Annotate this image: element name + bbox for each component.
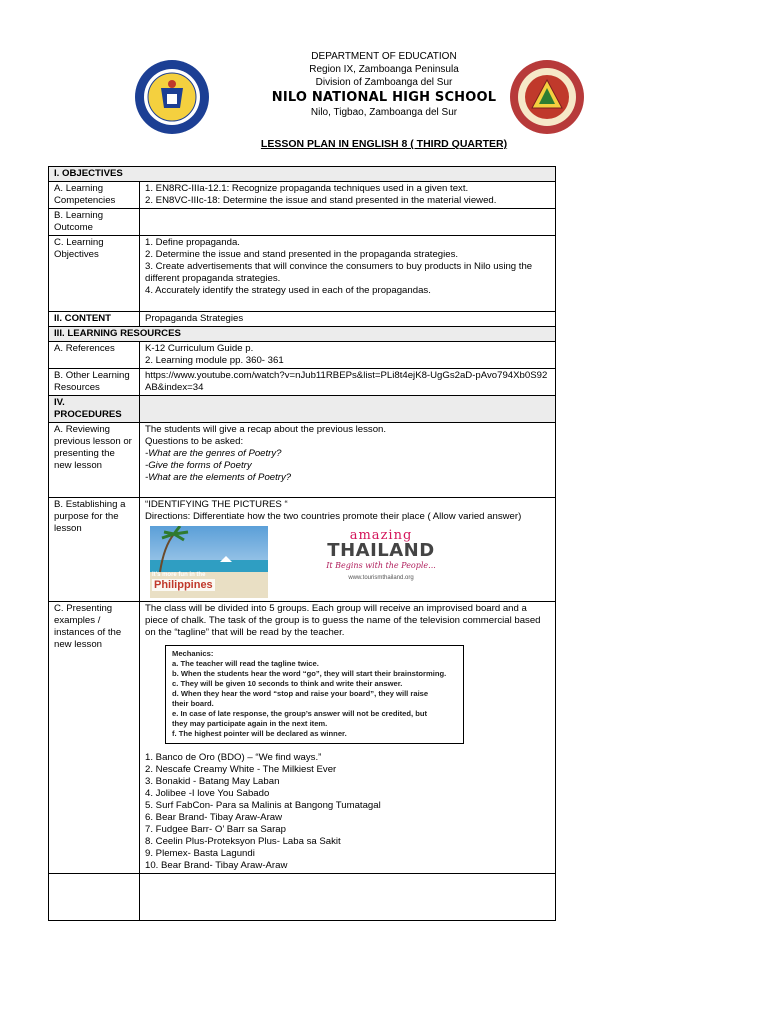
blank-label-cell bbox=[49, 874, 140, 921]
resources-heading: III. LEARNING RESOURCES bbox=[49, 327, 556, 342]
blank-content-cell bbox=[140, 874, 556, 921]
content-value: Propaganda Strategies bbox=[140, 312, 556, 327]
mechanics-box bbox=[165, 645, 464, 744]
resources-heading-row bbox=[49, 327, 556, 342]
procedures-heading-row bbox=[49, 396, 556, 423]
establishing-cell bbox=[140, 498, 556, 602]
thailand-ad-amazing: amazing bbox=[349, 528, 413, 543]
school-name: NILO NATIONAL HIGH SCHOOL bbox=[271, 90, 497, 105]
reference-item: 2. Learning module pp. 360- 361 bbox=[145, 355, 284, 366]
reviewing-question: -What are the elements of Poetry? bbox=[145, 472, 292, 483]
objective-item: 4. Accurately identify the strategy used in each of the propagandas. bbox=[145, 285, 431, 296]
tagline-item: 6. Bear Brand- Tibay Araw-Araw bbox=[145, 812, 283, 823]
presenting-row bbox=[49, 602, 556, 874]
reviewing-label: A. Reviewing previous lesson or presenting the new lesson bbox=[49, 423, 140, 498]
philippines-ad-text: It's more fun in the bbox=[152, 572, 206, 578]
lesson-plan-table bbox=[48, 166, 556, 921]
tagline-item: 10. Bear Brand- Tibay Araw-Araw bbox=[145, 860, 288, 871]
mechanics-title: Mechanics: bbox=[172, 649, 214, 658]
other-resources-label: B. Other Learning Resources bbox=[49, 369, 140, 396]
mechanics-item: c. They will be given 10 seconds to think and write their answer. bbox=[172, 679, 403, 688]
comparison-pictures bbox=[145, 526, 550, 600]
mechanics-item: e. In case of late response, the group’s answer will not be credited, but bbox=[172, 709, 428, 718]
procedures-heading-blank bbox=[140, 396, 556, 423]
reviewing-line: The students will give a recap about the previous lesson. bbox=[145, 424, 387, 435]
reviewing-cell bbox=[140, 423, 556, 498]
procedures-heading: IV. PROCEDURES bbox=[49, 396, 140, 423]
tagline-list bbox=[145, 752, 550, 872]
thailand-ad-tagline: It Begins with the People... bbox=[326, 561, 436, 570]
blank-row bbox=[49, 874, 556, 921]
mechanics-item: d. When they hear the word “stop and raise your board”, they will raise bbox=[172, 689, 429, 698]
references-label: A. References bbox=[49, 342, 140, 369]
establishing-row bbox=[49, 498, 556, 602]
objective-item: 1. Define propaganda. bbox=[145, 237, 240, 248]
other-resources-row bbox=[49, 369, 556, 396]
content-row bbox=[49, 312, 556, 327]
region-line: Region IX, Zamboanga Peninsula bbox=[309, 64, 459, 75]
learning-outcome-label: B. Learning Outcome bbox=[49, 209, 140, 236]
competency-item: 1. EN8RC-IIIa-12.1: Recognize propaganda techniques used in a given text. bbox=[145, 183, 469, 194]
references-cell bbox=[140, 342, 556, 369]
reviewing-question: -What are the genres of Poetry? bbox=[145, 448, 282, 459]
division-line: Division of Zamboanga del Sur bbox=[315, 77, 453, 88]
document-header bbox=[0, 50, 768, 119]
tagline-item: 2. Nescafe Creamy White - The Milkiest Ever bbox=[145, 764, 337, 775]
school-address: Nilo, Tigbao, Zamboanga del Sur bbox=[310, 107, 458, 118]
tagline-item: 8. Ceelin Plus-Proteksyon Plus- Laba sa Sakit bbox=[145, 836, 341, 847]
mechanics-item: a. The teacher will read the tagline twice. bbox=[172, 659, 319, 668]
mechanics-item: f. The highest pointer will be declared as winner. bbox=[172, 729, 347, 738]
tagline-item: 1. Banco de Oro (BDO) – “We find ways.” bbox=[145, 752, 322, 763]
learning-objectives-row bbox=[49, 236, 556, 312]
competency-item: 2. EN8VC-IIIc-18: Determine the issue and stand presented in the material viewed. bbox=[145, 195, 497, 206]
mechanics-item: b. When the students hear the word “go”, they will start their brainstorming. bbox=[172, 669, 447, 678]
learning-competencies-row bbox=[49, 182, 556, 209]
other-resources-link[interactable]: https://www.youtube.com/watch?v=nJub11RBEPs&list=PLi8t4ejK8-UgGs2aD-pAvo794Xb0S92AB&index=34 bbox=[140, 369, 556, 396]
learning-objectives-cell bbox=[140, 236, 556, 312]
learning-competencies-cell bbox=[140, 182, 556, 209]
learning-outcome-cell bbox=[140, 209, 556, 236]
establishing-title: “IDENTIFYING THE PICTURES “ bbox=[145, 499, 288, 510]
tagline-item: 5. Surf FabCon- Para sa Malinis at Bangong Tumatagal bbox=[145, 800, 381, 811]
objective-item: 2. Determine the issue and stand presented in the propaganda strategies. bbox=[145, 249, 459, 260]
thailand-ad-word: THAILAND bbox=[327, 540, 435, 561]
tagline-item: 4. Jolibee -I love You Sabado bbox=[145, 788, 270, 799]
learning-objectives-label: C. Learning Objectives bbox=[49, 236, 140, 312]
learning-competencies-label: A. Learning Competencies bbox=[49, 182, 140, 209]
objectives-heading-row bbox=[49, 167, 556, 182]
thailand-ad-image bbox=[315, 530, 447, 594]
thailand-ad-url: www.tourismthailand.org bbox=[348, 575, 414, 581]
presenting-label: C. Presenting examples / instances of the new lesson bbox=[49, 602, 140, 874]
tagline-item: 7. Fudgee Barr- O’ Barr sa Sarap bbox=[145, 824, 286, 835]
department-line: DEPARTMENT OF EDUCATION bbox=[311, 51, 457, 62]
lesson-plan-title: LESSON PLAN IN ENGLISH 8 ( THIRD QUARTER) bbox=[260, 138, 508, 150]
philippines-ad-image bbox=[150, 526, 268, 598]
philippines-ad-word: Philippines bbox=[154, 579, 213, 591]
tagline-item: 9. Plemex- Basta Lagundi bbox=[145, 848, 255, 859]
reviewing-line: Questions to be asked: bbox=[145, 436, 244, 447]
references-row bbox=[49, 342, 556, 369]
mechanics-item: they may participate again in the next item. bbox=[172, 719, 328, 728]
objective-item: 3. Create advertisements that will convince the consumers to buy products in Nilo using the different propaganda strategies. bbox=[145, 261, 533, 284]
content-heading: II. CONTENT bbox=[49, 312, 140, 327]
presenting-text: The class will be divided into 5 groups. Each group will receive an improvised board and a piece of chalk. The task of the group is to guess the name of the television commercial based on the “tagline” that will be read by the teacher. bbox=[145, 603, 541, 638]
mechanics-item: their board. bbox=[172, 699, 214, 708]
objectives-heading: I. OBJECTIVES bbox=[49, 167, 556, 182]
tagline-item: 3. Bonakid - Batang May Laban bbox=[145, 776, 280, 787]
establishing-directions: Directions: Differentiate how the two countries promote their place ( Allow varied answer) bbox=[145, 511, 522, 522]
learning-outcome-row bbox=[49, 209, 556, 236]
reviewing-row bbox=[49, 423, 556, 498]
presenting-cell bbox=[140, 602, 556, 874]
reviewing-question: -Give the forms of Poetry bbox=[145, 460, 252, 471]
establishing-label: B. Establishing a purpose for the lesson bbox=[49, 498, 140, 602]
reference-item: K-12 Curriculum Guide p. bbox=[145, 343, 254, 354]
